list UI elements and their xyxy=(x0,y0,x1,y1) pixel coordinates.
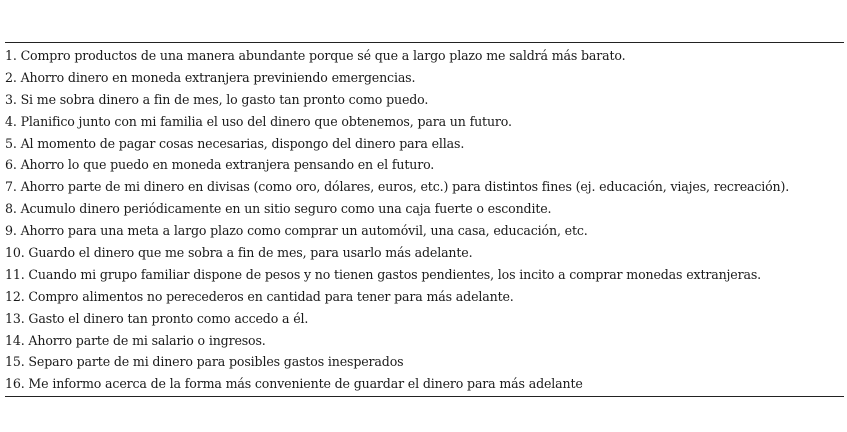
list-item: 13. Gasto el dinero tan pronto como accedo a él. xyxy=(5,310,309,326)
items-table xyxy=(5,42,844,397)
list-item: 9. Ahorro para una meta a largo plazo como comprar un automóvil, una casa, educación, etc. xyxy=(5,223,588,239)
list-item: 6. Ahorro lo que puedo en moneda extranjera pensando en el futuro. xyxy=(5,157,435,173)
list-item: 10. Guardo el dinero que me sobra a fin de mes, para usarlo más adelante. xyxy=(5,245,473,261)
list-item: 14. Ahorro parte de mi salario o ingresos. xyxy=(5,332,266,348)
list-item: 12. Compro alimentos no perecederos en cantidad para tener para más adelante. xyxy=(5,288,514,304)
list-item: 3. Si me sobra dinero a fin de mes, lo gasto tan pronto como puedo. xyxy=(5,91,429,107)
list-item: 4. Planifico junto con mi familia el uso del dinero que obtenemos, para un futuro. xyxy=(5,113,512,129)
list-item: 1. Compro productos de una manera abundante porque sé que a largo plazo me saldrá más barato. xyxy=(5,48,626,63)
list-item: 2. Ahorro dinero en moneda extranjera previniendo emergencias. xyxy=(5,69,416,85)
list-item: 15. Separo parte de mi dinero para posibles gastos inesperados xyxy=(5,354,404,370)
list-item: 16. Me informo acerca de la forma más conveniente de guardar el dinero para más adelante xyxy=(5,376,583,392)
list-item: 8. Acumulo dinero periódicamente en un sitio seguro como una caja fuerte o escondite. xyxy=(5,201,552,217)
list-item: 5. Al momento de pagar cosas necesarias, dispongo del dinero para ellas. xyxy=(5,135,465,151)
list-item: 11. Cuando mi grupo familiar dispone de pesos y no tienen gastos pendientes, los incito a comprar monedas extranjeras. xyxy=(5,266,762,282)
list-item: 7. Ahorro parte de mi dinero en divisas (como oro, dólares, euros, etc.) para distintos fines (ej. educación, viajes, recreación). xyxy=(5,179,790,195)
